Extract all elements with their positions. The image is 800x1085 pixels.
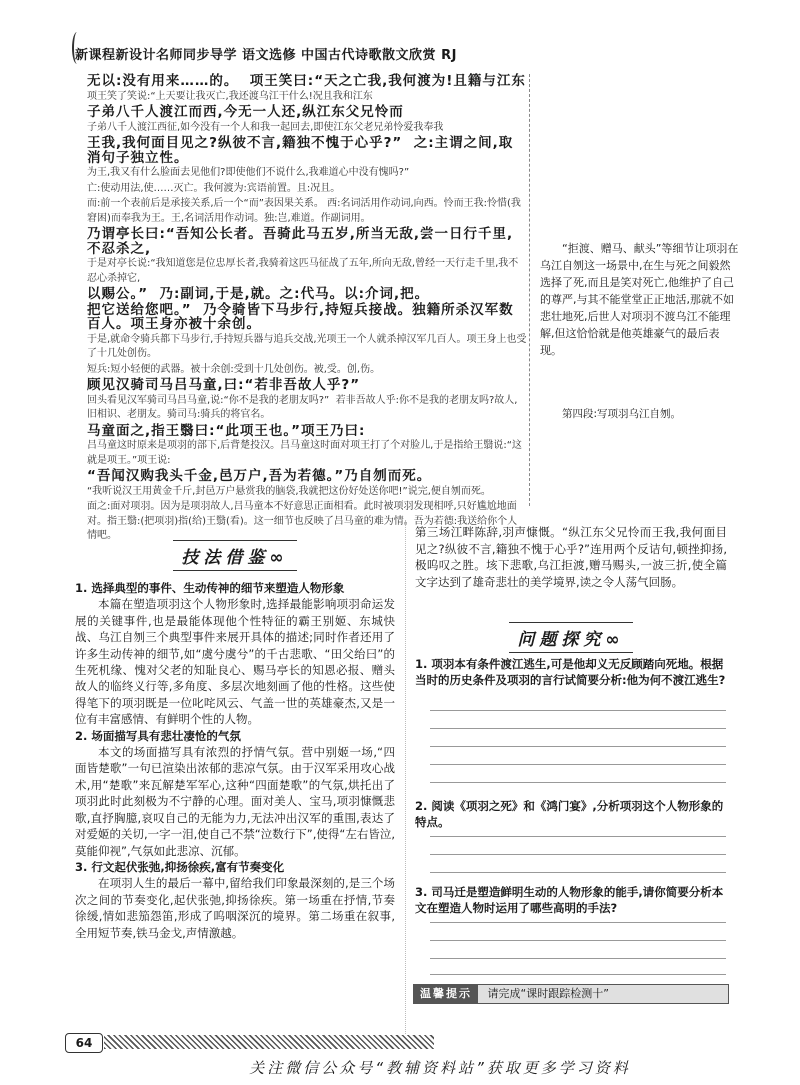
paragraph-label: 第四段:写项羽乌江自刎。: [562, 408, 682, 420]
translation-line: 子弟八千人渡江西征,如今没有一个人和我一起回去,即使江东父老兄弟怜爱我奉我: [87, 121, 444, 133]
question-1: 1. 项羽本有条件渡江逃生,可是他却义无反顾踏向死地。根据当时的历史条件及项羽的言行试简要分析:他为何不渡江逃生?: [415, 657, 726, 687]
technique-paragraph: 在项羽人生的最后一幕中,留给我们印象最深刻的,是三个场次之间的节奏变化,起伏张弛,抑扬徐疾。第一场重在抒情,节奏徐缓,情如悲笳怨笛,形成了呜咽深沉的境界。第二场重在叙事,全用短节奏,铁马金戈,声情激越。: [75, 876, 395, 940]
technique-paragraph: 本文的场面描写具有浓烈的抒情气氛。营中别姬一场,“四面皆楚歌”一句已渲染出浓郁的悲凉气氛。由于汉军采用攻心战术,用“楚歌”来瓦解楚军军心,这种“四面楚歌”的气氛,烘托出了项羽此时此刻极为不宁静的心理。面对美人、宝马,项羽慷慨悲歌,直抒胸臆,哀叹自己的无能为力,无法冲出汉军的重围,表达了对爱姬的关切,一字一泪,使自己不禁“泣数行下”,使得“左右皆泣,莫能仰视”,气氛如此悲凉、沉郁。: [75, 745, 395, 858]
text-line: 王我,我何面目见之?纵彼不言,籍独不愧于心乎?” 之:主谓之间,取消句子独立性。: [87, 135, 514, 166]
footer-promo: 关注微信公众号“教辅资料站”获取更多学习资料: [249, 1059, 631, 1077]
tip-box: [413, 984, 729, 1004]
annotation-line: 亡:使动用法,使……灭亡。我何渡为:宾语前置。且:况且。: [87, 182, 341, 194]
tip-label: 温馨提示: [414, 985, 478, 1003]
answer-line[interactable]: [430, 728, 726, 729]
answer-line[interactable]: [430, 922, 726, 923]
text-line: 马童面之,指王翳曰:“此项王也。”项王乃曰:: [87, 422, 366, 439]
technique-heading: 1. 选择典型的事件、生动传神的细节来塑造人物形象: [75, 581, 345, 595]
section-title: 问题探究∞: [509, 622, 632, 653]
technique-paragraph: 第三场江畔陈辞,羽声慷慨。“纵江东父兄怜而王我,我何面目见之?纵彼不言,籍独不愧于心乎?”连用两个反诘句,顿挫抑扬,极呜叹之胜。垓下悲歌,乌江拒渡,赠马赐头,一波三折,使全篇文字达到了雄奇悲壮的美学境界,读之令人荡气回肠。: [415, 525, 727, 589]
annotation-line: 面之:面对项羽。因为是项羽故人,吕马童本不好意思正面相看。此时被项羽发现相呼,只好尴尬地面对。指王翳:(把项羽)指(给)王翳(看)。这一细节也反映了吕马童的难为情。吾为若德:我送给你个人情吧。: [87, 501, 518, 541]
technique-heading: 2. 场面描写具有悲壮凄怆的气氛: [75, 728, 241, 743]
annotation-line: 而:前一个表前后是承接关系,后一个“而”表因果关系。 西:名词活用作动词,向西。怜而王我:怜惜(我窘困)而奉我为王。王,名词活用作动词。独:岂,难道。作副词用。: [87, 198, 521, 224]
question-3: 3. 司马迁是塑造鲜明生动的人物形象的能手,请你简要分析本文在塑造人物时运用了哪些高明的手法?: [415, 885, 724, 915]
text-line: 以赐公。” 乃:副词,于是,就。之:代马。以:介词,把。: [87, 286, 430, 302]
text-line: 无以:没有用来……的。 项王笑曰:“天之亡我,我何渡为!且籍与江东: [87, 73, 526, 89]
answer-line[interactable]: [430, 746, 726, 747]
annotation-line: 短兵:短小轻便的武器。被十余创:受到十几处创伤。被,受。创,伤。: [87, 363, 381, 375]
section-heading-techniques: [75, 540, 395, 571]
text-line: 子弟八千人渡江而西,今无一人还,纵江东父兄怜而: [87, 104, 404, 120]
answer-line[interactable]: [430, 854, 726, 855]
annotated-text: [87, 74, 527, 545]
side-commentary: “拒渡、赠马、献头”等细节让项羽在乌江自刎这一场景中,在生与死之间毅然选择了死,而且是笑对死亡,他维护了自己的尊严,与其不能堂堂正正地活,那就不如悲壮地死,后世人对项羽不渡乌江不能理解,但这恰恰就是他英雄豪气的最后表现。: [540, 242, 739, 357]
technique-paragraph: 本篇在塑造项羽这个人物形象时,选择最能影响项羽命运发展的关键事件,也是最能体现他个性特征的霸王别姬、东城快战、乌江自刎三个典型事件来展开具体的描述;同时作者还用了许多生动传神的细节,如“虞兮虞兮”的千古悲歌、“田父绐曰”的生死机缘、愧对父老的知耻良心、赐马亭长的知恩必报、赠头故人的临终义行等,多角度、多层次地刻画了他的性格。这些使得笔下的项羽既是一位叱咤风云、气盖一世的英雄豪杰,又是一位有丰富感情、有鲜明个性的人物。: [75, 597, 395, 727]
text-line: “吾闻汉购我头千金,邑万户,吾为若德。”乃自刎而死。: [87, 468, 432, 484]
answer-line[interactable]: [430, 836, 726, 837]
page-header: 新课程新设计名师同步导学 语文选修 中国古代诗歌散文欣赏 RJ: [75, 48, 457, 63]
question-2: 2. 阅读《项羽之死》和《鸿门宴》,分析项羽这个人物形象的特点。: [415, 799, 724, 829]
translation-line: 回头看见汉军骑司马吕马童,说:“你不是我的老朋友吗?” 若非吾故人乎:你不是我的老朋友吗?故人,旧相识、老朋友。骑司马:骑兵的将官名。: [87, 394, 518, 420]
text-line: 乃谓亭长曰:“吾知公长者。吾骑此马五岁,所当无敌,尝一日行千里,不忍杀之,: [87, 226, 514, 257]
translation-line: 于是对亭长说:“我知道您是位忠厚长者,我骑着这匹马征战了五年,所向无敌,曾经一天行走千里,我不忍心杀掉它,: [87, 258, 519, 284]
text-line: 顾见汉骑司马吕马童,曰:“若非吾故人乎?”: [87, 377, 361, 393]
translation-line: “我听说汉王用黄金千斤,封邑万户悬赏我的脑袋,我就把这份好处送你吧!”说完,便自刎而死。: [87, 485, 491, 497]
section-heading-questions: [415, 622, 727, 653]
answer-line[interactable]: [430, 872, 726, 873]
answer-line[interactable]: [430, 710, 726, 711]
tip-text: 请完成“课时跟踪检测十”: [487, 987, 609, 1000]
translation-line: 吕马童这时原来是项羽的部下,后背楚投汉。吕马童这时面对项王打了个对脸儿,于是指给王翳说:“这就是项王。”项王说:: [87, 440, 522, 466]
techniques-column: [75, 580, 395, 941]
answer-line[interactable]: [430, 958, 726, 959]
page-number: 64: [65, 1033, 103, 1053]
answer-line[interactable]: [430, 764, 726, 765]
section-title: 技法借鉴∞: [173, 540, 296, 571]
translation-line: 为王,我又有什么脸面去见他们?即使他们不说什么,我难道心中没有愧吗?”: [87, 167, 410, 178]
column-divider: [529, 74, 530, 506]
text-line: 把它送给您吧。” 乃令骑皆下马步行,持短兵接战。独籍所杀汉军数百人。项王身亦被十余创。: [87, 301, 514, 332]
answer-line[interactable]: [430, 782, 726, 783]
translation-line: 于是,就命令骑兵都下马步行,手持短兵器与追兵交战,光项王一个人就杀掉汉军几百人。项王身上也受了十几处创伤。: [87, 333, 527, 359]
answer-line[interactable]: [430, 974, 726, 975]
translation-line: 项王笑了笑说:“上天要让我灭亡,我还渡乌江干什么!况且我和江东: [87, 90, 373, 102]
hatch-decoration: [104, 1035, 434, 1049]
techniques-continued: [415, 524, 727, 590]
answer-line[interactable]: [430, 940, 726, 941]
column-divider: [405, 520, 406, 1040]
technique-heading: 3. 行文起伏张弛,抑扬徐疾,富有节奏变化: [75, 859, 285, 874]
